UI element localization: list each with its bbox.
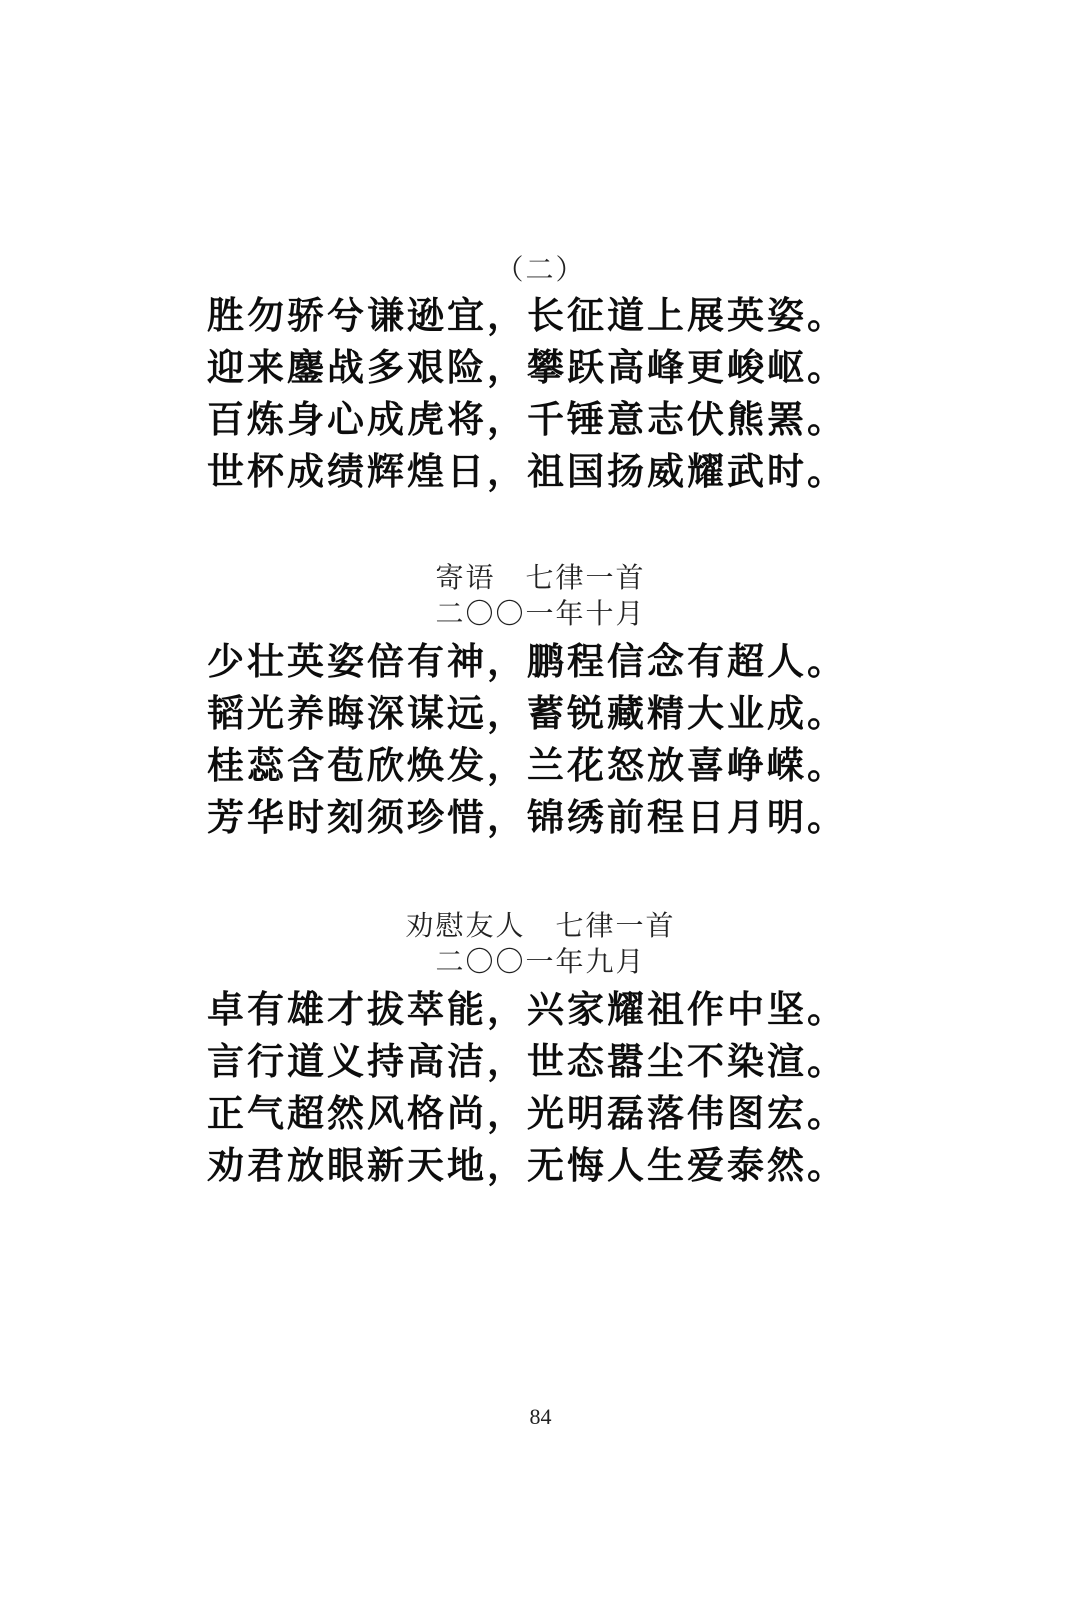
poem-heading: 寄语 七律一首 [435,561,646,594]
poem-body [207,290,887,498]
poem-line: 韬光养晦深谋远，蓄锐藏精大业成。 [207,692,847,735]
poem-body [207,984,887,1192]
poem-heading: （二） [495,253,586,286]
poem-line: 正气超然风格尚，光明磊落伟图宏。 [207,1092,847,1135]
poem-body [207,636,887,844]
poem-line: 胜勿骄兮谦逊宜，长征道上展英姿。 [207,294,847,337]
poem-line: 芳华时刻须珍惜，锦绣前程日月明。 [207,796,847,839]
page-number: 84 [529,1404,552,1429]
poem-line: 劝君放眼新天地，无悔人生爱泰然。 [207,1144,847,1187]
poem-date: 二〇〇一年九月 [435,945,646,978]
poem-line: 百炼身心成虎将，千锤意志伏熊罴。 [207,398,847,441]
poem-heading: 劝慰友人 七律一首 [405,909,676,942]
poem-section-3 [0,908,1081,1192]
poem-line: 少壮英姿倍有神，鹏程信念有超人。 [207,640,847,683]
poem-section-2 [0,560,1081,844]
poem-section-1 [0,252,1081,498]
poem-line: 言行道义持高洁，世态嚣尘不染渲。 [207,1040,847,1083]
poem-line: 卓有雄才拔萃能，兴家耀祖作中坚。 [207,988,847,1031]
poem-line: 桂蕊含苞欣焕发，兰花怒放喜峥嵘。 [207,744,847,787]
poem-line: 迎来鏖战多艰险，攀跃高峰更峻岖。 [207,346,847,389]
poem-date: 二〇〇一年十月 [435,597,646,630]
poem-line: 世杯成绩辉煌日，祖国扬威耀武时。 [207,450,847,493]
